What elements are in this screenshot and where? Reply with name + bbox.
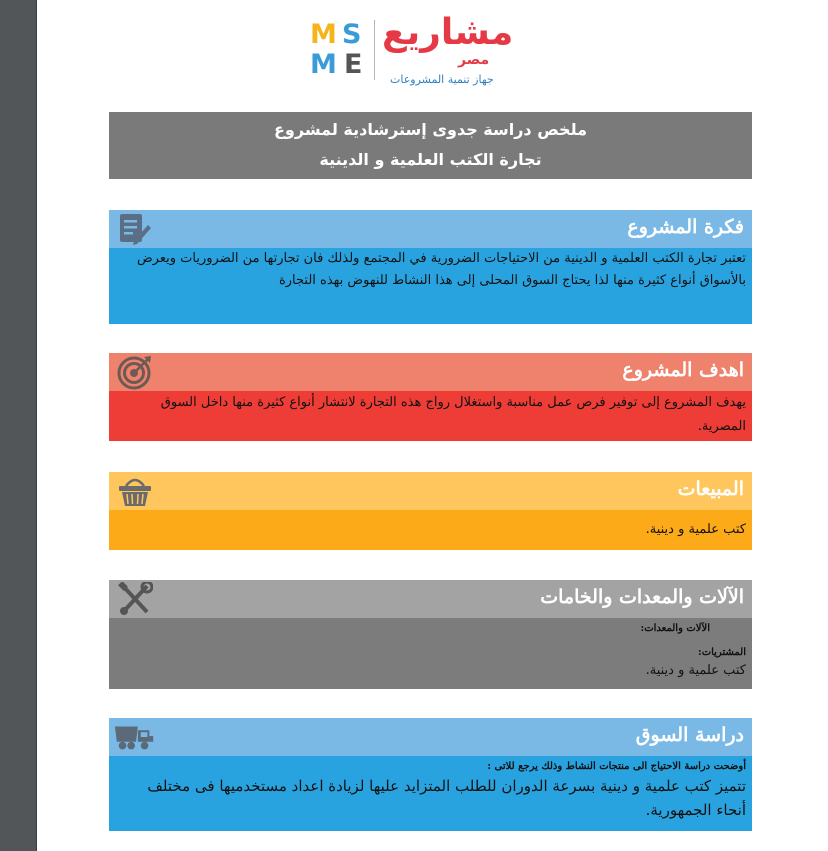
section-heading: فكرة المشروع — [627, 216, 744, 238]
section-header — [109, 472, 752, 510]
market-text: تتميز كتب علمية و دينية بسرعة الدوران للطلب المتزايد عليها لزيادة اعداد مستخدميها فى مختلف أنحاء الجمهورية. — [147, 777, 746, 819]
edit-document-icon — [113, 210, 157, 248]
section-header — [109, 210, 752, 248]
brand-agency: جهاز تنمية المشروعات — [390, 73, 494, 86]
brand-country: مصر — [458, 52, 490, 68]
section-body: تعتبر تجارة الكتب العلمية و الدينية من الاحتياجات الضرورية في المجتمع ولذلك فان تجارتها من الضروريات ويعرض بالأسواق أنواع كثيرة منها لذا يحتاج السوق المحلى إلى هذا النشاط للنهوض بهذه التجارة — [109, 248, 752, 324]
section-body — [109, 756, 752, 831]
title-line-2: تجارة الكتب العلمية و الدينية — [319, 150, 542, 169]
tools-icon — [113, 580, 157, 618]
section-project-goal — [109, 353, 752, 441]
brand-arabic: مشاريع — [382, 12, 514, 53]
purchases-value: كتب علمية و دينية. — [645, 663, 746, 678]
market-intro: أوضحت دراسة الاحتياج الى منتجات النشاط وذلك يرجع للاتى : — [487, 761, 746, 772]
section-sales — [109, 472, 752, 550]
document-title — [109, 112, 752, 179]
logo-divider — [374, 20, 375, 80]
truck-icon — [113, 718, 157, 756]
msme-mark — [308, 18, 372, 82]
section-market-study — [109, 718, 752, 831]
target-icon — [113, 353, 157, 391]
document-page — [37, 0, 828, 851]
msme-letter-m2: M — [310, 49, 337, 80]
section-heading: الآلات والمعدات والخامات — [540, 586, 744, 608]
section-body — [109, 618, 752, 689]
msme-letter-e: E — [344, 49, 363, 80]
msme-logo — [308, 12, 558, 90]
section-equipment — [109, 580, 752, 689]
section-header — [109, 580, 752, 618]
section-body: يهدف المشروع إلى توفير فرص عمل مناسبة واستغلال رواج هذه التجارة لانتشار أنواع كثيرة منها داخل السوق المصرية. — [109, 391, 752, 441]
purchases-label: المشتريات: — [698, 647, 746, 658]
section-header — [109, 353, 752, 391]
msme-letter-m: M — [310, 19, 337, 50]
section-header — [109, 718, 752, 756]
viewer-left-strip — [0, 0, 37, 851]
section-heading: المبيعات — [677, 478, 744, 500]
equipment-label: الآلات والمعدات: — [640, 623, 710, 634]
section-heading: دراسة السوق — [635, 724, 744, 746]
section-body: كتب علمية و دينية. — [109, 510, 752, 550]
title-line-1: ملخص دراسة جدوى إسترشادية لمشروع — [273, 120, 587, 139]
section-heading: اهدف المشروع — [622, 359, 744, 381]
basket-icon — [113, 472, 157, 510]
msme-letter-s: S — [342, 19, 362, 50]
section-project-idea — [109, 210, 752, 324]
